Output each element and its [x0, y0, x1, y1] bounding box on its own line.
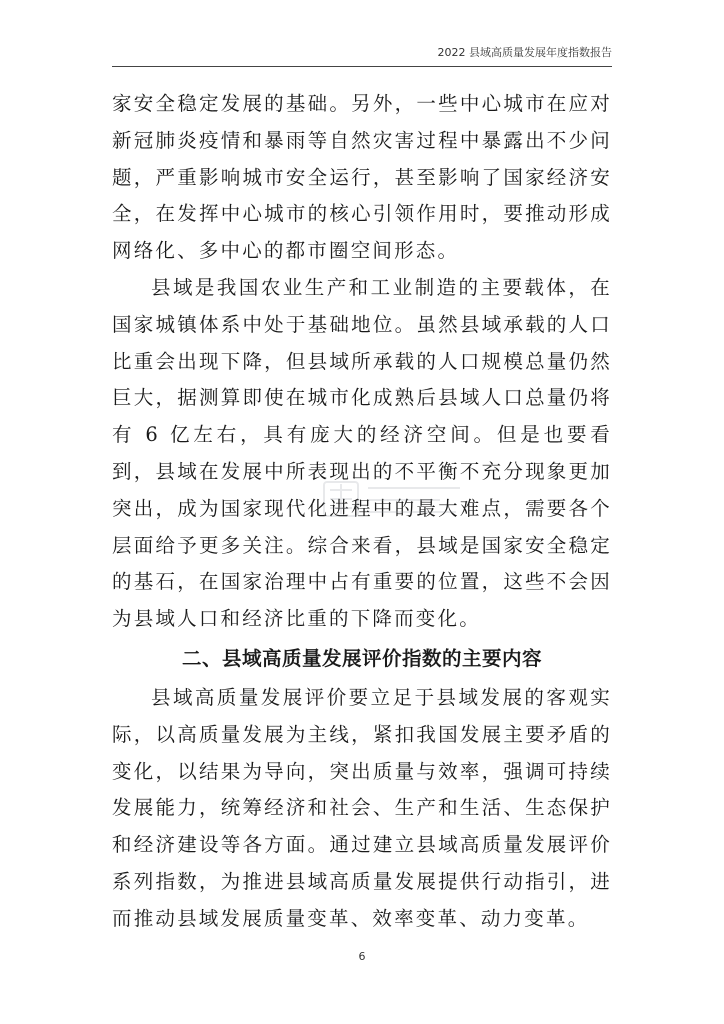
section-heading: 二、县域高质量发展评价指数的主要内容	[181, 646, 542, 670]
paragraph-continuation: 家安全稳定发展的基础。另外，一些中心城市在应对新冠肺炎疫情和暴雨等自然灾害过程中暴露出不少问题，严重影响城市安全运行，甚至影响了国家经济安全，在发挥中心城市的核心引领作用时，要推动形成网络化、多中心的都市圈空间形态。	[112, 92, 612, 263]
page-body	[112, 86, 612, 938]
paragraph-county-role: 县域是我国农业生产和工业制造的主要载体，在国家城镇体系中处于基础地位。虽然县域承载的人口比重会出现下降，但县域所承载的人口规模总量仍然巨大，据测算即使在城市化成熟后县域人口总量仍将有 6 亿左右，具有庞大的经济空间。但是也要看到，县域在发展中所表现出的不平衡不充分现象更加突出，成为国家现代化进程中的最大难点，需要各个层面给予更多关注。综合来看，县域是国家安全稳定的基石，在国家治理中占有重要的位置，这些不会因为县域人口和经济比重的下降而变化。	[112, 275, 612, 631]
running-header: 2022 县域高质量发展年度指数报告	[437, 46, 612, 59]
header-divider	[112, 66, 612, 67]
paragraph-index-content: 县域高质量发展评价要立足于县域发展的客观实际，以高质量发展为主线，紧扣我国发展主要矛盾的变化，以结果为导向，突出质量与效率，强调可持续发展能力，统筹经济和社会、生产和生活、生态保护和经济建设等各方面。通过建立县域高质量发展评价系列指数，为推进县域高质量发展提供行动指引，进而推动县域发展质量变革、效率变革、动力变革。	[112, 685, 612, 930]
page-number: 6	[358, 950, 366, 963]
